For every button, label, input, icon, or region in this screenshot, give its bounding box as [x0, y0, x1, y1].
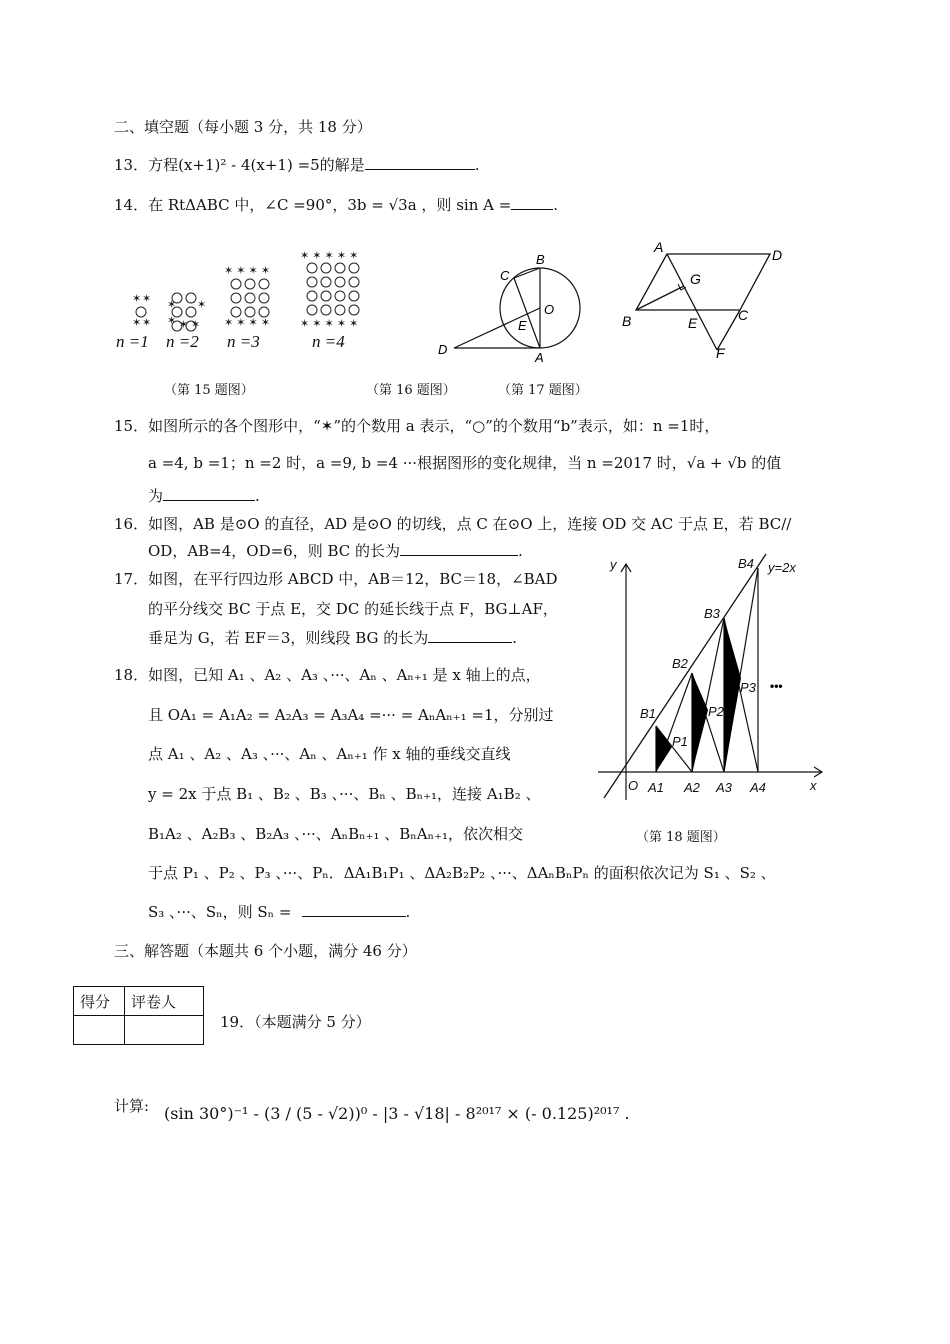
fig17-label-b: B — [622, 313, 632, 329]
q15-end: . — [255, 487, 260, 505]
fig18-triangle-2 — [692, 673, 708, 772]
q14-number: 14． — [114, 196, 149, 214]
fig16-label-o: O — [544, 302, 555, 317]
svg-text:✶: ✶ — [142, 317, 152, 329]
fig17-label-d: D — [772, 247, 783, 263]
q19-label: 计算: — [114, 1097, 150, 1115]
fig18-label-p3: P3 — [740, 680, 756, 695]
section-3-heading: 三、解答题（本题共 6 个小题，满分 46 分） — [114, 942, 417, 960]
q16-line1: 如图，AB 是⊙O 的直径，AD 是⊙O 的切线，点 C 在⊙O 上，连接 OD 交 AC 于点 E，若 BC// — [148, 515, 792, 533]
svg-text:✶ ✶ ✶ ✶: ✶ ✶ ✶ ✶ — [224, 317, 271, 329]
svg-text:✶: ✶ — [179, 319, 189, 331]
fig16-label-a: A — [535, 350, 544, 365]
q17-answer-blank[interactable] — [428, 628, 512, 643]
figure-17 — [612, 240, 802, 365]
fig17-label-g: G — [690, 271, 701, 287]
q17-end: . — [512, 629, 518, 647]
question-15-line-1 — [114, 416, 719, 436]
score-table-header-grader: 评卷人 — [125, 987, 204, 1016]
fig18-label-a3: A3 — [716, 780, 732, 795]
q16-number: 16． — [114, 515, 149, 533]
fig17-label-c: C — [738, 307, 749, 323]
q13-number: 13． — [114, 156, 149, 174]
svg-text:✶: ✶ — [142, 293, 152, 305]
svg-text:✶: ✶ — [167, 315, 177, 327]
svg-text:✶ ✶ ✶ ✶ ✶: ✶ ✶ ✶ ✶ ✶ — [300, 250, 359, 262]
q17-line3: 垂足为 G，若 EF＝3，则线段 BG 的长为 — [148, 629, 429, 647]
q18-line1: 如图，已知 A₁ 、A₂ 、A₃ 、···、Aₙ 、Aₙ₊₁ 是 x 轴上的点， — [148, 666, 541, 684]
figure-18 — [590, 550, 830, 820]
q18-number: 18． — [114, 666, 149, 684]
question-17-line-3 — [148, 628, 517, 648]
fig17-label-a: A — [654, 240, 664, 255]
fig18-caption: （第 18 题图） — [636, 830, 726, 845]
fig18-label-a2: A2 — [684, 780, 700, 795]
q13-text: 方程(x+1)² - 4(x+1) =5的解是 — [148, 156, 365, 174]
fig18-label-p2: P2 — [708, 704, 724, 719]
question-18-line-1 — [114, 665, 541, 685]
q13-answer-blank[interactable] — [365, 155, 475, 170]
fig17-label-f: F — [716, 345, 725, 361]
q15-line3: 为 — [148, 487, 164, 505]
fig18-label-x: x — [810, 778, 817, 793]
fig15-pattern-3 — [224, 265, 270, 329]
fig18-triangle-3 — [724, 618, 741, 772]
fig16-label-e: E — [518, 318, 527, 333]
fig17-label-e: E — [688, 315, 698, 331]
score-table-header-score: 得分 — [74, 987, 125, 1016]
svg-text:✶: ✶ — [197, 299, 207, 311]
question-18-line-7 — [148, 902, 410, 922]
q18-line7: S₃ 、···、Sₙ，则 Sₙ = — [148, 903, 292, 921]
q15-line1: 如图所示的各个图形中，“✶”的个数用 a 表示，“○”的个数用“b”表示，如：n =1时， — [148, 417, 720, 435]
fig15-pattern-1 — [132, 293, 151, 329]
fig18-ellipsis: ••• — [770, 679, 783, 693]
fig16-label-b: B — [536, 252, 545, 267]
q19-expression: (sin 30°)⁻¹ - (3 / (5 - √2))⁰ - |3 - √18| - 8²⁰¹⁷ × (- 0.125)²⁰¹⁷ . — [164, 1104, 630, 1123]
question-14 — [114, 195, 558, 215]
q13-end: . — [474, 156, 480, 174]
q17-number: 17． — [114, 570, 149, 588]
svg-text:✶: ✶ — [167, 299, 177, 311]
section-2-heading: 二、填空题（每小题 3 分，共 18 分） — [114, 118, 372, 136]
fig18-label-b2: B2 — [672, 656, 688, 671]
fig18-label-o: O — [628, 778, 639, 793]
q16-answer-blank[interactable] — [400, 541, 518, 556]
q18-answer-blank[interactable] — [302, 902, 406, 917]
svg-text:✶: ✶ — [132, 293, 142, 305]
fig15-caption: （第 15 题图） — [164, 383, 254, 398]
svg-text:✶ ✶ ✶ ✶ ✶: ✶ ✶ ✶ ✶ ✶ — [300, 318, 359, 330]
svg-text:✶ ✶ ✶ ✶: ✶ ✶ ✶ ✶ — [224, 265, 271, 277]
fig15-label-n2: n =2 — [166, 332, 199, 351]
question-17-line-2: 的平分线交 BC 于点 E，交 DC 的延长线于点 F，BG⊥AF， — [148, 600, 558, 618]
question-15-line-3 — [148, 486, 260, 506]
question-13 — [114, 155, 479, 175]
question-19-title: 19．（本题满分 5 分） — [220, 1013, 371, 1031]
fig18-label-a1: A1 — [648, 780, 664, 795]
fig16-caption: （第 16 题图） — [366, 383, 456, 398]
question-16-line-1 — [114, 514, 791, 534]
q14-text: 在 RtΔABC 中，∠C =90°，3b = √3a ，则 sin A = — [148, 196, 512, 214]
question-17-line-1 — [114, 569, 558, 589]
q17-line1: 如图，在平行四边形 ABCD 中，AB＝12，BC＝18，∠BAD — [148, 570, 558, 588]
q15-answer-blank[interactable] — [163, 486, 255, 501]
q14-end: . — [553, 196, 559, 214]
fig15-pattern-4 — [300, 250, 359, 330]
svg-text:✶: ✶ — [191, 319, 201, 331]
q15-number: 15． — [114, 417, 149, 435]
question-16-line-2 — [148, 541, 523, 561]
fig15-label-n3: n =3 — [227, 332, 260, 351]
question-15-line-2: a =4, b =1；n =2 时，a =9, b =4 ···根据图形的变化规律，当 n =2017 时，√a + √b 的值 — [148, 454, 782, 472]
fig18-label-line: y=2x — [768, 560, 796, 575]
question-18-line-2: 且 OA₁ = A₁A₂ = A₂A₃ = A₃A₄ =··· = AₙAₙ₊₁ =1，分别过 — [148, 706, 554, 724]
question-18-line-5: B₁A₂ 、A₂B₃ 、B₂A₃ 、···、AₙBₙ₊₁ 、BₙAₙ₊₁，依次相交 — [148, 825, 524, 843]
fig15-label-n1: n =1 — [116, 332, 149, 351]
q14-answer-blank[interactable] — [511, 195, 553, 210]
score-table — [73, 986, 204, 1045]
q16-line2: OD，AB=4，OD=6，则 BC 的长为 — [148, 542, 401, 560]
figure-16 — [432, 248, 592, 368]
fig18-label-y: y — [610, 557, 617, 572]
question-18-line-3: 点 A₁ 、A₂ 、A₃ 、···、Aₙ 、Aₙ₊₁ 作 x 轴的垂线交直线 — [148, 745, 511, 763]
fig17-caption: （第 17 题图） — [498, 383, 588, 398]
fig18-label-a4: A4 — [750, 780, 766, 795]
fig16-label-d: D — [438, 342, 448, 357]
score-cell[interactable] — [74, 1016, 125, 1045]
question-18-line-4: y = 2x 于点 B₁ 、B₂ 、B₃ 、···、Bₙ 、Bₙ₊₁，连接 A₁B₂ 、 — [148, 785, 541, 803]
svg-text:✶: ✶ — [132, 317, 142, 329]
fig15-pattern-2 — [167, 293, 206, 331]
q16-end: . — [518, 542, 523, 560]
fig18-label-p1: P1 — [672, 734, 688, 749]
fig18-label-b1: B1 — [640, 706, 656, 721]
fig16-label-c: C — [500, 268, 510, 283]
fig18-label-b4: B4 — [738, 556, 754, 571]
question-18-line-6: 于点 P₁ 、P₂ 、P₃ 、···、Pₙ．ΔA₁B₁P₁ 、ΔA₂B₂P₂ 、···、ΔAₙBₙPₙ 的面积依次记为 S₁ 、S₂ 、 — [148, 864, 776, 882]
q18-end: . — [405, 903, 411, 921]
fig15-label-n4: n =4 — [312, 332, 345, 351]
grader-cell[interactable] — [125, 1016, 204, 1045]
fig18-label-b3: B3 — [704, 606, 720, 621]
